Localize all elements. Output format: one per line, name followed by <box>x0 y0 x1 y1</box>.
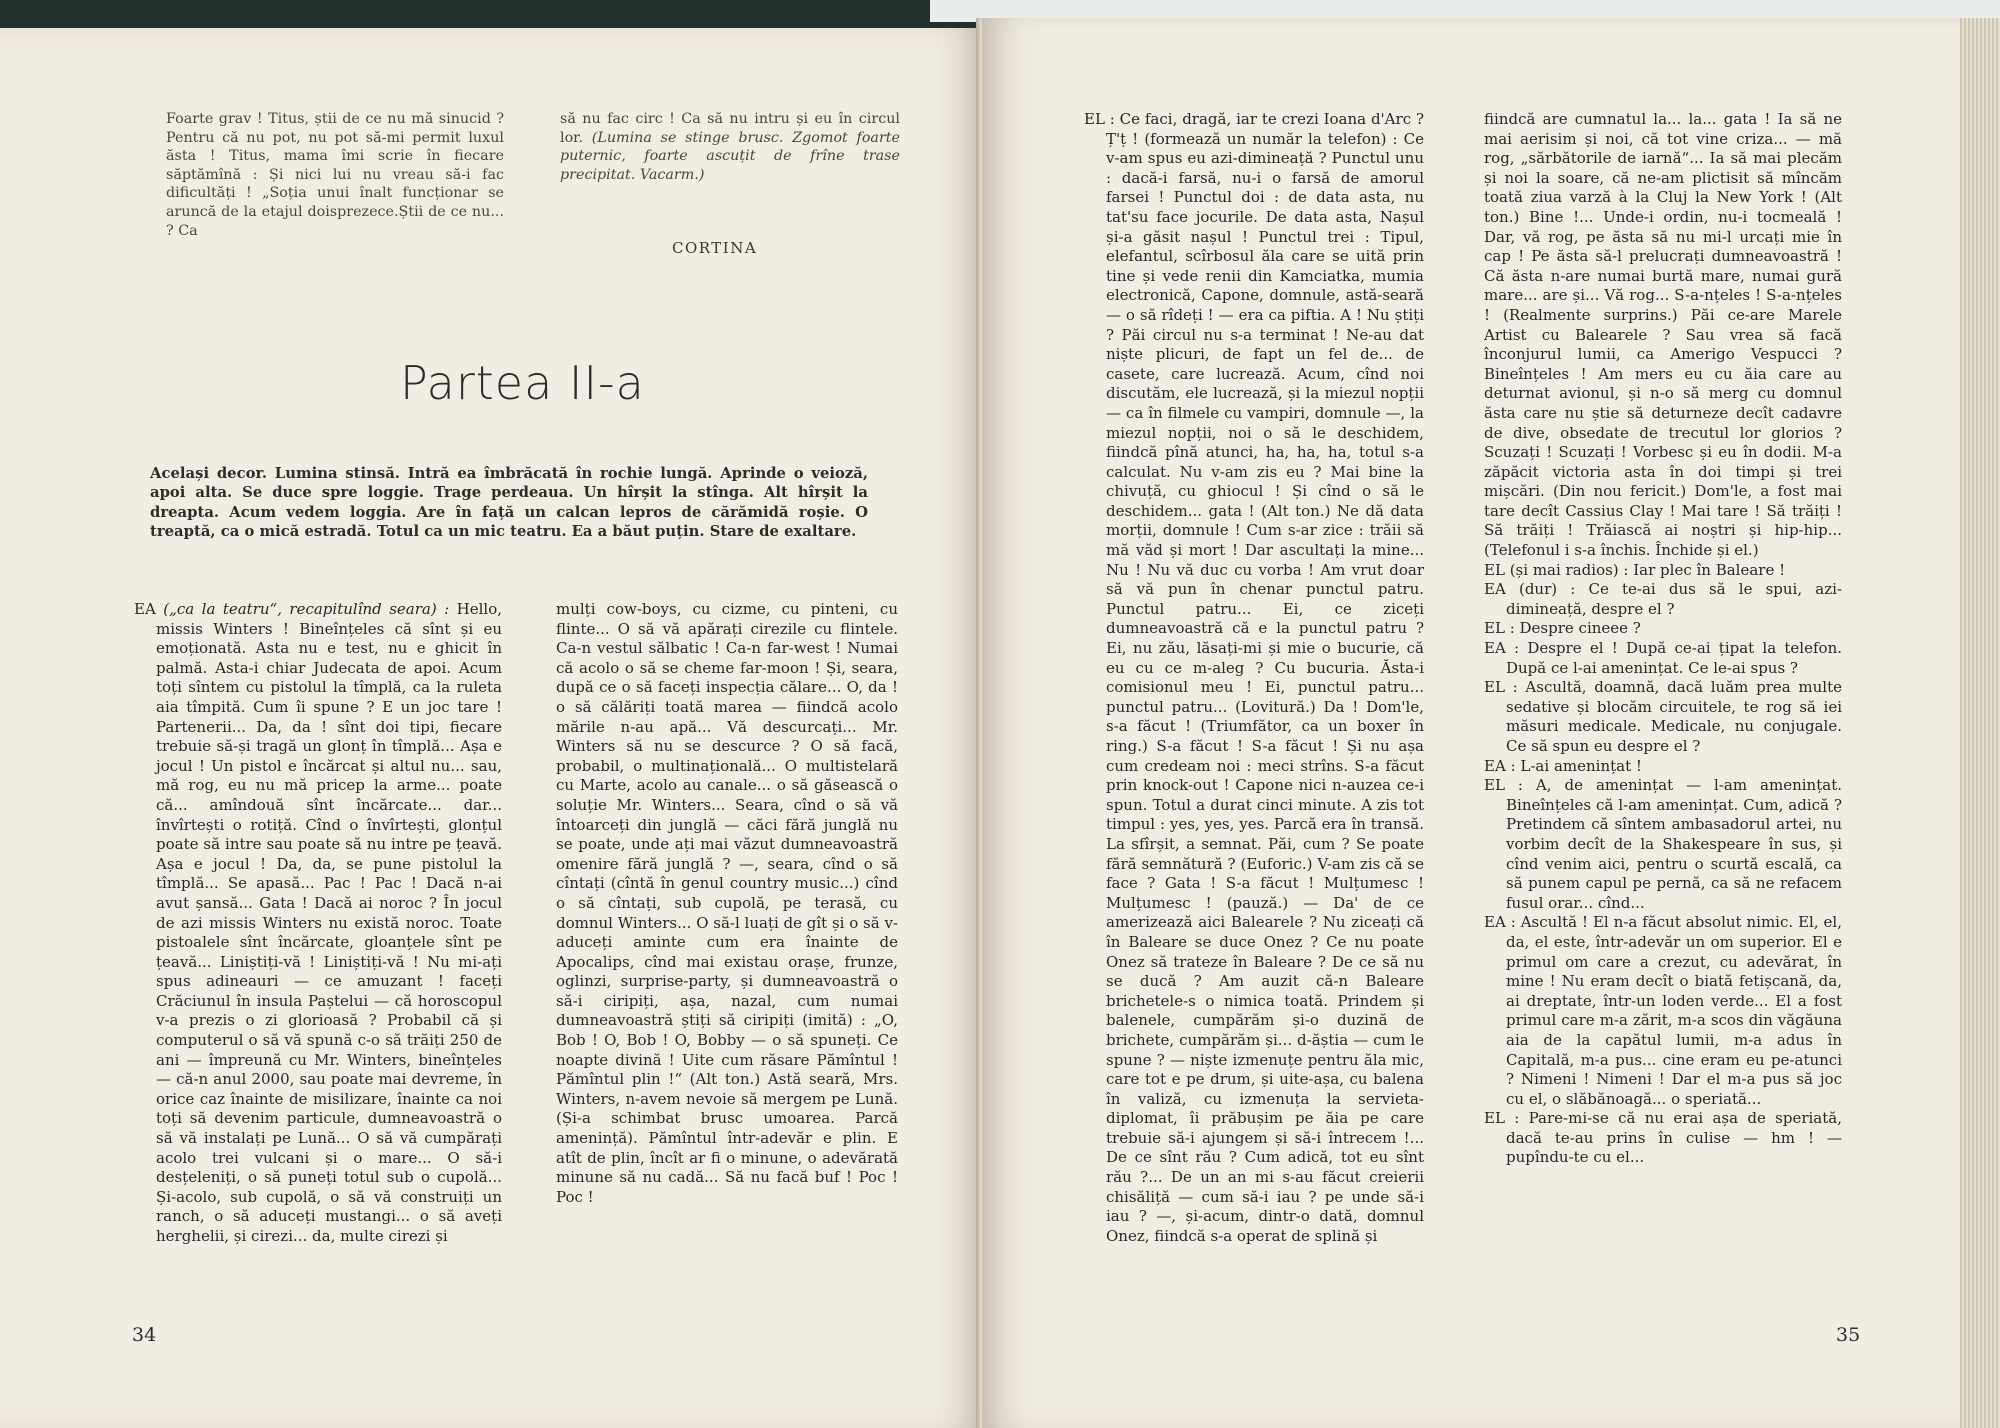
line-text: : Despre cineee ? <box>1509 619 1641 638</box>
ea-direction: („ca la teatru“, recapitulînd seara) : <box>163 600 450 618</box>
line-text: : L-ai amenințat ! <box>1510 756 1642 775</box>
line-text: : Pare-mi-se că nu erai așa de speriată, dacă te-au prins în culise — hm ! — pupîndu-te cu el... <box>1506 1109 1842 1167</box>
left-column-dialogue <box>134 600 502 1247</box>
el-speech-cont: fiindcă are cumnatul la... la... gata ! Ia să ne mai aerisim și noi, că tot vine criza... — mă rog, „sărbătorile de iarnă“... Ia să mai plecăm și noi la soare, că ne-am plictisit să mîncăm toată ziua varză à la Cluj la New York ! (Alt ton.) Bine !... Unde-i ordin, nu-i tocmeală ! Dar, vă rog, pe ăsta să nu mi-l urcați mie în cap ! Pe ăsta să-l prelucrați dumneavoastră ! Că ăsta n-are numai burtă mare, numai gură mare... are și... Vă rog... S-a-nțeles ! S-a-nțeles ! (Realmente surprins.) Păi ce-are Marele Artist cu Balearele ? Sau vrea să facă înconjurul lumii, ca Amerigo Vespucci ? Bineînțeles ! Am mers eu cu ăia care au deturnat avionul, și n-o să merg cu domnul ăsta care nu știe să deturneze decît cadavre de dive, obsedate de trecutul lor glorios ? Scuzați ! Scuzați ! Vorbesc și eu în dodii. M-a zăpăcit victoria asta în doi timpi și trei mișcări. (Din nou fericit.) Dom'le, a fost mai tare decît Cassius Clay ! Mai tare ! Să trăiți ! Să trăiți ! Trăiască ai noștri și hip-hip... (Telefonul i s-a închis. Închide și el.) <box>1484 110 1842 560</box>
right-page <box>982 18 1960 1428</box>
dialogue-line <box>1484 619 1842 639</box>
speaker-label: EA <box>1484 639 1506 658</box>
el-speech-1: EL : Ce faci, dragă, iar te crezi Ioana d'Arc ? Ț'ț ! (formează un număr la telefon) : Ce v-am spus eu azi-dimineață ? Punctul unu : dacă-i farsă, nu-i o farsă de amorul farsei ! Punctul doi : de data asta, nu tat'su face jocurile. De data asta, Nașul și-a găsit nașul ! Punctul trei : Tipul, elefantul, scîrbosul ăla care se uită prin tine și vede renii din Kamciatka, mumia electronică, Capone, domnule, astă-seară — o să rîdeți ! — era ca piftia. A ! Nu știți ? Păi circul nu s-a terminat ! Ne-au dat niște plicuri, de fapt un fel de... de casete, care lucrează. Acum, cînd noi discutăm, ele lucrează, și la miezul nopții — ca în filmele cu vampiri, domnule —, la miezul nopții, noi o să le deschidem, fiindcă pînă atunci, ha, ha, ha, totul s-a calculat. Nu v-am zis eu ? Mai bine la chivuță, cu ghiocul ! Și cînd o să le deschidem... gata ! (Alt ton.) Ne dă data morții, domnule ! Cum s-ar zice : trăii să mă văd și mort ! Dar ascultați la mine... Nu ! Nu vă duc cu vorba ! Am vrut doar să vă pun în chenar punctul patru. Punctul patru... Ei, ce ziceți dumneavoastră că e la punctul patru ? Ei, nu zău, lăsați-mi și mie o bucurie, că eu cu ce m-aleg ? Cu bucuria. Ăsta-i comisionul meu ! Ei, punctul patru... punctul patru... (Lovitură.) Da ! Dom'le, s-a făcut ! (Triumfător, ca un boxer în ring.) S-a făcut ! S-a făcut ! Și nu așa cum credeam noi : meci strîns. S-a făcut prin knock-out ! Capone nici n-auzea ce-i spun. Totul a durat cinci minute. A zis tot timpul : yes, yes, yes. Parcă era în transă. La sfîrșit, a semnat. Păi, cum ? Se poate fără semnătură ? (Euforic.) V-am zis că se face ? Gata ! S-a făcut ! Mulțumesc ! Mulțumesc ! (pauză.) — Da' de ce amerizează aici Balearele ? Nu ziceați că în Baleare se duce Onez ? Ce nu poate Onez să trateze în Baleare ? De ce să nu se ducă ? Am auzit că-n Baleare brichetele-s o nimica toată. Prindem și balenele, cumpărăm și-o duzină de brichete, cumpărăm și... d-ăștia — cum le spune ? — niște izmenuțe pentru ăla mic, care tot e pe drum, și uite-așa, cu balena în valiză, cu izmenuța la servieta-diplomat, îi prăbușim pe ăia pe care trebuie să-i ajungem și să-i întrecem !... De ce sînt rău ? Cum adică, tot eu sînt rău ?... De un an mi s-au făcut creierii chisăliță — cum să-i iau ? pe unde să-i iau ? —, și-acum, dintr-o dată, domnul Onez, fiindcă s-a operat de splină și <box>1084 110 1424 1245</box>
right-column-dialogue <box>556 600 898 1207</box>
ea-speech-text: Hello, missis Winters ! Bineînțeles că sînt și eu emoționată. Asta nu e test, nu e ghicit în palmă. Asta-i chiar Judecata de apoi. Acum toți sîntem cu pistolul la tîmplă, ca la ruleta aia tîmpită. Cum îi spune ? E un joc tare ! Partenerii... Da, da ! sînt doi tipi, fiecare trebuie să-și tragă un glonț în tîmplă... Așa e jocul ! Un pistol e încărcat și altul nu... sau, mă rog, eu nu mă pricep la arme... poate că... amîndouă sînt încărcate... dar... învîrtești o rotiță. Cînd o învîrtești, glonțul poate să intre sau poate să nu intre pe țeavă. Așa e jocul ! Da, da, se pune pistolul la tîmplă... Se apasă... Pac ! Pac ! Dacă n-ai avut șansă... Gata ! Dacă ai noroc ? În jocul de azi missis Winters nu există noroc. Toate pistoalele sînt încărcate, gloanțele sînt pe țeavă... Liniștiți-vă ! Liniștiți-vă ! Nu mi-ați spus adineauri — ce amuzant ! faceți Crăciunul în insula Paștelui — că horoscopul v-a prezis o zi glorioasă ? Probabil că și computerul o să vă spună c-o să trăiți 250 de ani — împreună cu Mr. Winters, bineînțeles — că-n anul 2000, sau poate mai devreme, în orice caz înainte de misilizare, înainte ca noi toți să devenim particule, dumneavoastră o să vă instalați pe Lună... O să vă cumpărați acolo trei vulcani și o mare... O să-i desțeleniți, o să puneți totul sub o cupolă... Și-acolo, sub cupolă, o să vă construiți un ranch, o să aduceți mustangi... o să aveți herghelii, și cirezi... da, multe cirezi și <box>156 600 502 1245</box>
exchanges-list <box>1484 561 1842 1168</box>
dialogue-line <box>1484 776 1842 913</box>
speaker-label: EL <box>1484 776 1505 795</box>
top-left-column <box>166 110 504 240</box>
speaker-label: EA <box>1484 580 1506 599</box>
line-text: : Despre el ! După ce-ai țipat la telefon. După ce l-ai amenințat. Ce le-ai spus ? <box>1506 639 1842 677</box>
speaker-label: EL <box>1484 678 1505 697</box>
cortina-label: CORTINA <box>672 239 758 257</box>
right-column-text: mulți cow-boys, cu cizme, cu pinteni, cu flinte... O să vă apărați cirezile cu flintele. Ca-n vestul sălbatic ! Ca-n far-west ! Numai că acolo o să se cheme far-moon ! Și, seara, după ce o să faceți inspecția călare... O, da ! o să călăriți toată marea — fiindcă acolo mările n-au apă... Vă descurcați... Mr. Winters să nu se descurce ? O să facă, probabil, o multinațională... O multistelară cu Marte, acolo au canale... o să găsească o soluție Mr. Winters... Seara, cînd o să vă întoarceți din junglă — căci fără junglă nu se poate, unde ați mai văzut dumneavoastră omenire fără junglă ? —, seara, cînd o să cîntați (cîntă în genul country music...) cînd o să cîntați, sub cupolă, pe terasă, cu domnul Winters... O să-l luați de gît și o să v-aduceți aminte cum era înainte de Apocalips, cînd mai existau orașe, frunze, oglinzi, surprise-party, și dumneavoastră o să-i ciripiți, așa, nazal, cum numai dumneavoastră știți să ciripiți (imită) : „O, Bob ! O, Bob ! O, Bobby — o să spuneți. Ce noapte divină ! Uite cum răsare Pămîntul ! Pămîntul plin !“ (Alt ton.) Astă seară, Mrs. Winters, n-avem nevoie să mergem pe Lună. (Și-a schimbat brusc umoarea. Parcă amenință). Pămîntul într-adevăr e plin. E atît de plin, încît ar fi o minune, o adevărată minune să nu cadă... Să nu facă buf ! Poc ! Poc ! <box>556 600 898 1206</box>
ea-speaker: EA <box>134 600 156 618</box>
line-text: (și mai radios) : Iar plec în Baleare ! <box>1509 560 1786 579</box>
speaker-label: EA <box>1484 913 1506 932</box>
dialogue-line <box>1484 678 1842 756</box>
top-right-text <box>560 110 900 184</box>
page-edges <box>1960 18 2000 1428</box>
right-col1 <box>1084 110 1424 1246</box>
dialogue-line <box>1484 913 1842 1109</box>
line-text: : A, de amenințat — l-am amenințat. Bineînțeles că l-am amenințat. Cum, adică ? Pretindem că sîntem ambasadorul artei, nu vorbim decît de la Shakespeare în sus, și cînd venim aici, pentru o scurtă escală, ca să punem capul pe pernă, ca să ne refacem fusul orar... cînd... <box>1506 776 1842 912</box>
top-right-italic: (Lumina se stinge brusc. Zgomot foarte puternic, foarte ascuțit de frîne trase precipitat. Vacarm.) <box>560 129 900 183</box>
top-left-text: Foarte grav ! Titus, știi de ce nu mă sinucid ? Pentru că nu pot, nu pot să-mi permit luxul ăsta ! Titus, mama îmi scrie în fiecare săptămînă : Și nici lui nu vreau să-i fac dificultăți ! „Soția unui înalt funcționar se aruncă de la etajul doisprezece.Știi de ce nu... ? Ca <box>166 111 504 239</box>
dialogue-line <box>1484 757 1842 777</box>
dialogue-line <box>1484 561 1842 581</box>
dialogue-line <box>1484 639 1842 678</box>
line-text: : Ascultă ! El n-a făcut absolut nimic. El, el, da, el este, într-adevăr un om superior. El e primul om care a crezut, cu adevărat, în mine ! Nu eram decît o biată fetișcană, da, ai dreptate, într-un loden verde... El a fost primul care m-a zărit, m-a scos din văgăuna aia de la capătul lumii, m-a adus în Capitală, m-a pus... cine eram eu pe-atunci ? Nimeni ! Nimeni ! Dar el m-a pus să joc cu el, o slăbănoagă... o speriată... <box>1506 913 1842 1108</box>
top-right-column <box>560 110 900 184</box>
line-text: (dur) : Ce te-ai dus să le spui, azi-dimineață, despre el ? <box>1506 580 1842 618</box>
speaker-label: EL <box>1484 619 1505 638</box>
stage-direction: Același decor. Lumina stinsă. Intră ea îmbrăcată în rochie lungă. Aprinde o veioză, apoi alta. Se duce spre loggie. Trage perdeaua. Un hîrșit la stînga. Alt hîrșit la dreapta. Acum vedem loggia. Are în față un calcan lepros de cărămidă roșie. O treaptă, ca o mică estradă. Totul ca un mic teatru. Ea a băut puțin. Stare de exaltare. <box>150 465 868 541</box>
ea-speech <box>134 600 502 1247</box>
left-page <box>0 28 982 1428</box>
speaker-label: EA <box>1484 756 1506 775</box>
top-right-plain: să nu fac circ ! Ca să nu intru și eu în circul lor. <box>560 111 900 146</box>
part-heading: Partea II-a <box>400 356 645 410</box>
line-text: : Ascultă, doamnă, dacă luăm prea multe sedative și blocăm circuitele, te rog să iei măsuri medicale. Medicale, nu conjugale. Ce să spun eu despre el ? <box>1506 678 1842 755</box>
dialogue-line <box>1484 580 1842 619</box>
right-col2 <box>1484 110 1842 1168</box>
speaker-label: EL <box>1484 560 1505 579</box>
speaker-label: EL <box>1484 1109 1505 1128</box>
page-number-left: 34 <box>132 1324 157 1346</box>
page-number-right: 35 <box>1836 1324 1861 1346</box>
dialogue-line <box>1484 1109 1842 1168</box>
